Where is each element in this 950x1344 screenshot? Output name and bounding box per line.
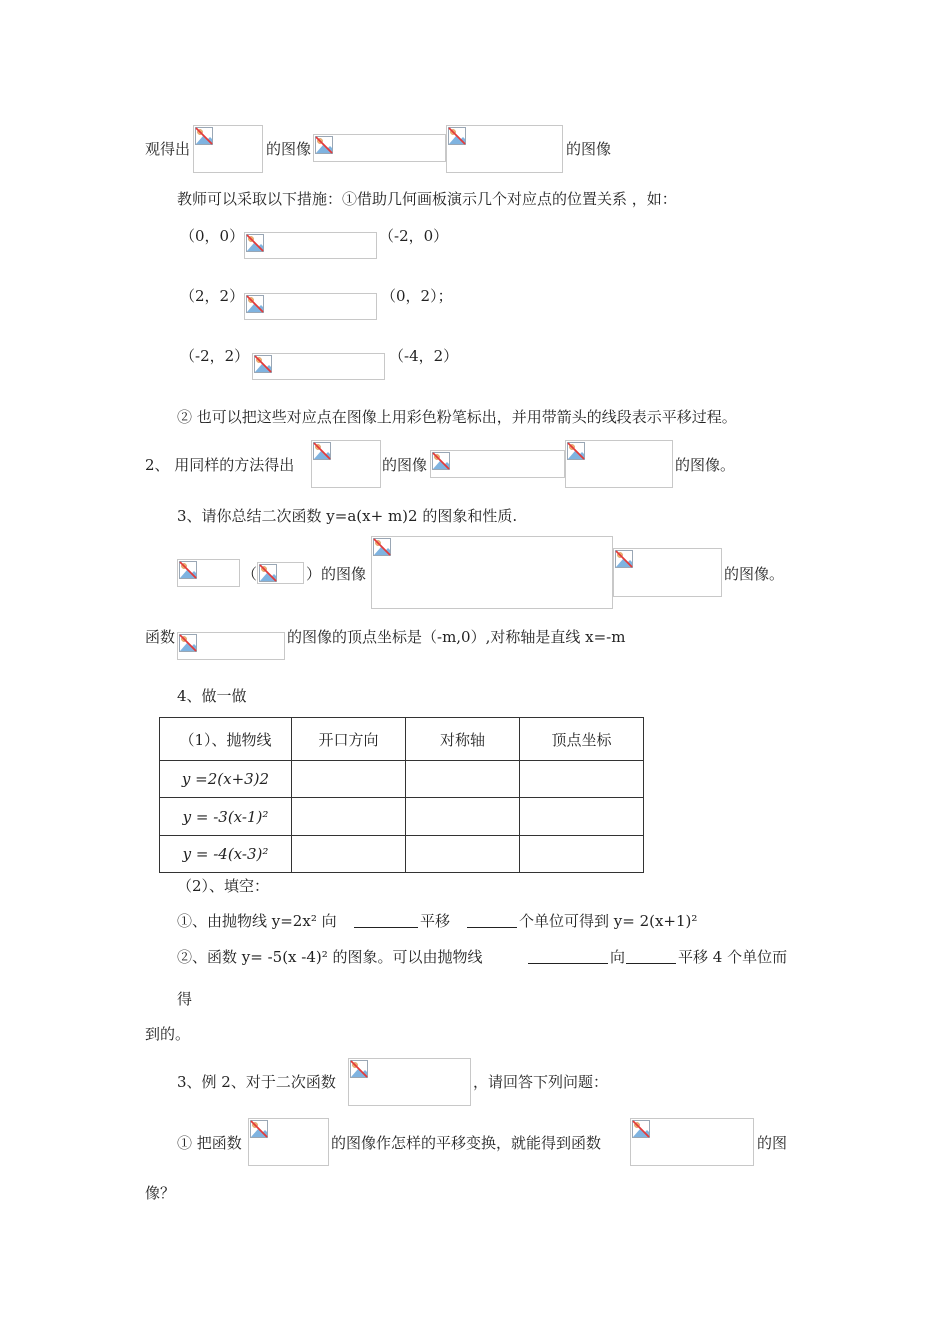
text-line18-c: 的图: [757, 1134, 788, 1152]
arrow-image: [244, 232, 377, 259]
text-line14-a: ②、函数 y= -5(x -4)² 的图象。可以由抛物线: [177, 948, 483, 966]
formula-image: [193, 125, 263, 173]
text-line2: 教师可以采取以下措施：①借助几何画板演示几个对应点的位置关系 ，如：: [177, 190, 677, 208]
text-line1-a: 观得出: [145, 140, 191, 158]
table-cell[interactable]: [520, 761, 644, 798]
formula-image: [177, 559, 240, 587]
text-line7-c: 的图像。: [675, 456, 736, 474]
broken-image-icon: [254, 355, 272, 373]
text-line10-a: 函数: [145, 628, 176, 646]
formula-image: [311, 440, 381, 488]
table-cell[interactable]: [520, 835, 644, 872]
arrow-image: [252, 353, 385, 380]
text-line6: ② 也可以把这些对应点在图像上用彩色粉笔标出，并用带箭头的线段表示平移过程。: [177, 408, 737, 426]
text-line17-b: ，请回答下列问题：: [473, 1073, 609, 1091]
text-line7-b: 的图像: [382, 456, 428, 474]
table-cell[interactable]: [292, 761, 406, 798]
text-line9-paren-close: ）的图像: [306, 565, 367, 583]
text-line1-b: 的图像: [266, 140, 312, 158]
broken-image-icon: [246, 295, 264, 313]
broken-image-icon: [250, 1120, 268, 1138]
broken-image-icon: [632, 1120, 650, 1138]
point-pair-2-right: （0，2）；: [381, 287, 453, 305]
point-pair-3-right: （-4，2）: [389, 347, 459, 365]
table-header: （1）、抛物线: [160, 718, 292, 761]
point-pair-3-left: （-2，2）: [180, 347, 250, 365]
broken-image-icon: [373, 538, 391, 556]
fill-blank[interactable]: [528, 949, 608, 964]
text-line15: 得: [177, 990, 193, 1008]
formula-image: [446, 125, 563, 173]
broken-image-icon: [313, 442, 331, 460]
formula-image: [630, 1118, 754, 1166]
arrow-image: [244, 293, 377, 320]
formula-image: [371, 536, 613, 609]
table-cell[interactable]: [406, 798, 520, 835]
table-cell[interactable]: [406, 761, 520, 798]
point-pair-1-right: （-2，0）: [379, 227, 449, 245]
formula-image: [248, 1118, 329, 1166]
point-pair-2-left: （2，2）: [180, 287, 245, 305]
broken-image-icon: [179, 634, 197, 652]
point-pair-1-left: （0，0）: [180, 227, 245, 245]
broken-image-icon: [179, 561, 197, 579]
formula-image: [348, 1058, 471, 1106]
table-header: 顶点坐标: [520, 718, 644, 761]
broken-image-icon: [315, 136, 333, 154]
formula-image: [430, 450, 565, 478]
broken-image-icon: [259, 564, 277, 582]
formula-image: [613, 548, 722, 597]
broken-image-icon: [615, 550, 633, 568]
text-line1-c: 的图像: [566, 140, 612, 158]
text-line13-c: 个单位可得到 y= 2(x+1)²: [519, 912, 698, 930]
text-line13-a: ①、由抛物线 y=2x² 向: [177, 912, 337, 930]
parabola-table: [159, 717, 644, 873]
text-line7-a: 2、 用同样的方法得出: [145, 456, 295, 474]
formula-image: [313, 134, 446, 162]
text-line10-b: 的图像的顶点坐标是（-m,0）,对称轴是直线 x=-m: [287, 628, 626, 646]
broken-image-icon: [567, 442, 585, 460]
table-cell-function: y =2(x+3)2: [160, 761, 292, 798]
table-row: [160, 761, 644, 798]
table-header: 对称轴: [406, 718, 520, 761]
fill-blank[interactable]: [626, 949, 676, 964]
table-header: 开口方向: [292, 718, 406, 761]
table-cell[interactable]: [520, 798, 644, 835]
broken-image-icon: [195, 127, 213, 145]
fill-blank[interactable]: [467, 913, 517, 928]
text-line12: （2）、填空：: [177, 877, 270, 895]
table-cell-function: y = -4(x-3)²: [160, 835, 292, 872]
formula-image: [177, 632, 285, 660]
broken-image-icon: [246, 234, 264, 252]
broken-image-icon: [432, 452, 450, 470]
text-line19: 像？: [145, 1184, 176, 1202]
text-line14-c: 平移 4 个单位而: [678, 948, 788, 966]
text-line18-b: 的图像作怎样的平移变换，就能得到函数: [331, 1134, 602, 1152]
table-row: [160, 798, 644, 835]
table-row: [160, 835, 644, 872]
text-line18-a: ① 把函数: [177, 1134, 242, 1152]
text-line17-a: 3、例 2、对于二次函数: [177, 1073, 336, 1091]
formula-image: [257, 562, 304, 584]
table-cell[interactable]: [292, 835, 406, 872]
text-line11: 4、做一做: [177, 687, 247, 705]
table-header-row: [160, 718, 644, 761]
table-cell[interactable]: [406, 835, 520, 872]
table-cell-function: y = -3(x-1)²: [160, 798, 292, 835]
text-line8: 3、请你总结二次函数 y=a(x+ m)2 的图象和性质.: [177, 507, 518, 525]
text-line9-paren-open: （: [242, 565, 258, 583]
text-line16: 到的。: [145, 1025, 191, 1043]
broken-image-icon: [350, 1060, 368, 1078]
broken-image-icon: [448, 127, 466, 145]
text-line13-b: 平移: [420, 912, 451, 930]
text-line14-b: 向: [610, 948, 626, 966]
fill-blank[interactable]: [354, 913, 418, 928]
formula-image: [565, 440, 673, 488]
text-line9-end: 的图像。: [724, 565, 785, 583]
table-cell[interactable]: [292, 798, 406, 835]
